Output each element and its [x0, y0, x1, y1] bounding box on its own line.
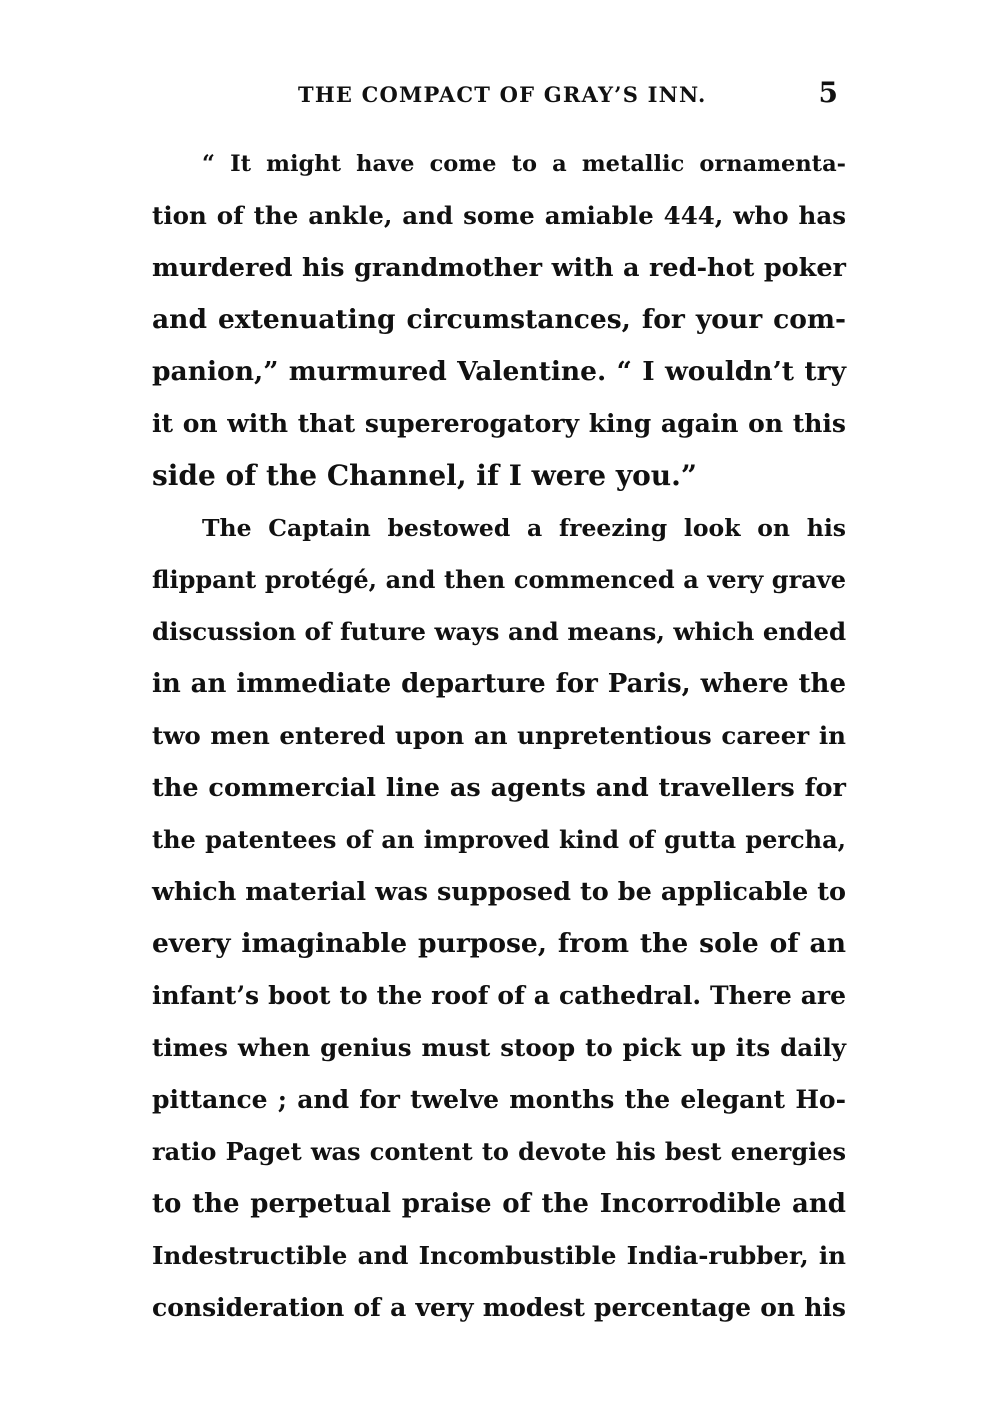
text-line: pittance ; and for twelve months the elegant Ho- [152, 1085, 846, 1114]
text-line: the commercial line as agents and travellers for [152, 773, 846, 803]
text-line: times when genius must stoop to pick up its daily [152, 1033, 846, 1062]
text-line: murdered his grandmother with a red-hot poker [152, 253, 846, 283]
text-line: every imaginable purpose, from the sole of an [152, 928, 846, 959]
text-line: and extenuating circumstances, for your com- [152, 304, 846, 335]
text-line: the patentees of an improved kind of gutta percha, [152, 825, 846, 854]
text-line: tion of the ankle, and some amiable 444, who has [152, 201, 846, 230]
text-line: Indestructible and Incombustible India-rubber, in [152, 1241, 846, 1270]
text-line: it on with that supererogatory king again on this [152, 409, 846, 438]
text-line: consideration of a very modest percentage on his [152, 1293, 846, 1322]
text-line: in an immediate departure for Paris, where the [152, 669, 846, 699]
running-head [150, 76, 840, 112]
text-line: flippant protégé, and then commenced a very grave [152, 565, 846, 594]
text-line: two men entered upon an unpretentious career in [152, 721, 846, 750]
text-line: infant’s boot to the roof of a cathedral. There are [152, 981, 846, 1010]
page-number: 5 [818, 76, 838, 109]
text-line: to the perpetual praise of the Incorrodible and [152, 1189, 846, 1219]
running-title: THE COMPACT OF GRAY’S INN. [298, 82, 707, 107]
paragraph-2 [152, 502, 846, 1334]
text-line: panion,” murmured Valentine. “ I wouldn’t try [152, 356, 846, 387]
text-line: which material was supposed to be applicable to [152, 877, 846, 907]
text-line: “ It might have come to a metallic ornamenta- [202, 151, 846, 177]
text-line: The Captain bestowed a freezing look on his [202, 514, 846, 542]
body-text [152, 138, 846, 1334]
text-line: side of the Channel, if I were you.” [152, 459, 697, 492]
paragraph-1 [152, 138, 846, 502]
text-line: ratio Paget was content to devote his best energies [152, 1137, 846, 1166]
text-line: discussion of future ways and means, which ended [152, 617, 847, 646]
